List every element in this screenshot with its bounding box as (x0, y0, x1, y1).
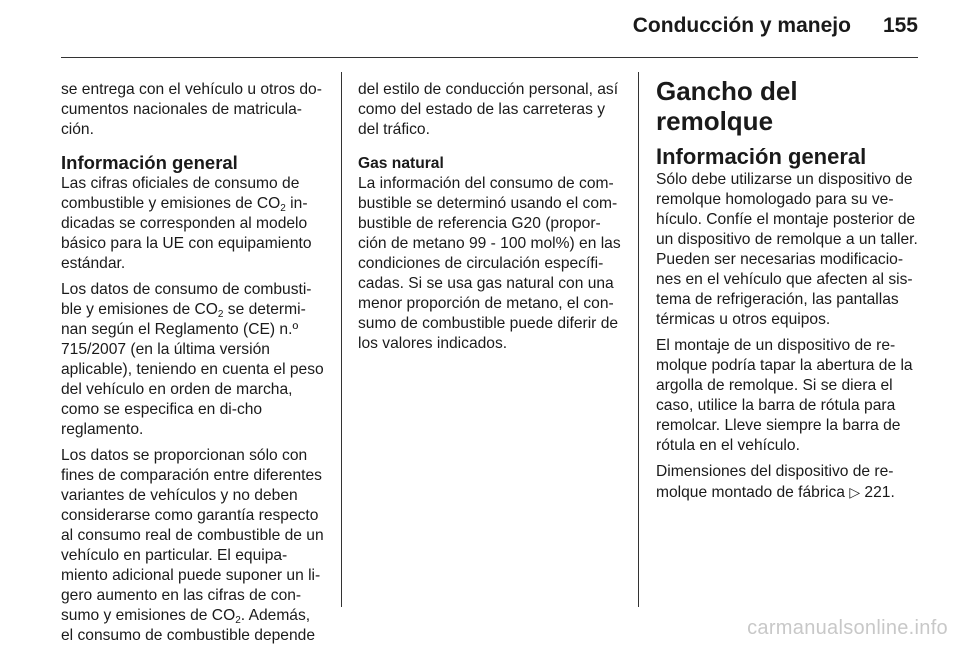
paragraph: Las cifras oficiales de consumo de combustible y emisiones de $CO_2$ in-dicadas se corresponden al modelo básico para la UE con equipamiento estándar. (61, 175, 312, 272)
paragraph: El montaje de un dispositivo de re-molque podría tapar la abertura de la argolla de remolque. Si se diera el caso, utilice la barra de rótula para remolcar. Lleve siempre la barra de rótula en el vehículo. (656, 337, 913, 454)
column-2 (358, 80, 623, 360)
section-heading: Información general (61, 152, 238, 173)
paragraph: Sólo debe utilizarse un dispositivo de remolque homologado para su ve-hículo. Confíe el montaje posterior de un dispositivo de remolque a un taller. Pueden ser necesarias modificacio-nes en el vehículo que afecten al sis-tema de refrigeración, las pantallas térmicas u otros equipos. (656, 171, 918, 328)
column-3 (656, 76, 921, 509)
paragraph: Dimensiones del dispositivo de re-molque montado de fábrica ▷ 221. (656, 463, 895, 501)
page-reference-link[interactable]: 221. (860, 484, 895, 501)
paragraph: se entrega con el vehículo u otros do-cumentos nacionales de matricula-ción. (61, 81, 322, 138)
paragraph: Los datos de consumo de combusti-ble y emisiones de $CO_2$ se determi-nan según el Reglamento (CE) n.º 715/2007 (en la última versión aplicable), teniendo en cuenta el peso del vehículo en orden de marcha, como se especifica en di-cho reglamento. (61, 281, 324, 438)
column-divider-1 (341, 72, 342, 607)
subsection-heading: Gas natural (358, 155, 444, 172)
page-reference-arrow-icon[interactable]: ▷ (849, 484, 861, 500)
paragraph: La información del consumo de com-bustible se determinó usando el com-bustible de referencia G20 (propor-ción de metano 99 - 100 mol%) en las condiciones de circulación específi-cadas. Si se usa gas natural con una menor proporción de metano, el con-sumo de combustible puede diferir de los valores indicados. (358, 175, 621, 352)
watermark: carmanualsonline.info (747, 617, 948, 639)
header-rule (61, 57, 918, 58)
page-number: 155 (882, 14, 918, 37)
column-divider-2 (638, 72, 639, 607)
chapter-title: Gancho del remolque (656, 76, 798, 136)
paragraph: Los datos se proporcionan sólo con fines de comparación entre diferentes variantes de vehículos y no deben considerarse como garantía respecto al consumo real de combustible de un vehículo en particular. El equipa-miento adicional puede suponer un li-gero aumento en las cifras de con-sumo y emisiones de $CO_2$. Además, el consumo de combustible depende (61, 447, 324, 644)
chapter-subtitle: Información general (656, 144, 867, 169)
paragraph: del estilo de conducción personal, así como del estado de las carreteras y del tráfico. (358, 81, 619, 138)
column-1 (61, 80, 326, 652)
page-header (633, 14, 918, 38)
section-title: Conducción y manejo (632, 14, 851, 37)
